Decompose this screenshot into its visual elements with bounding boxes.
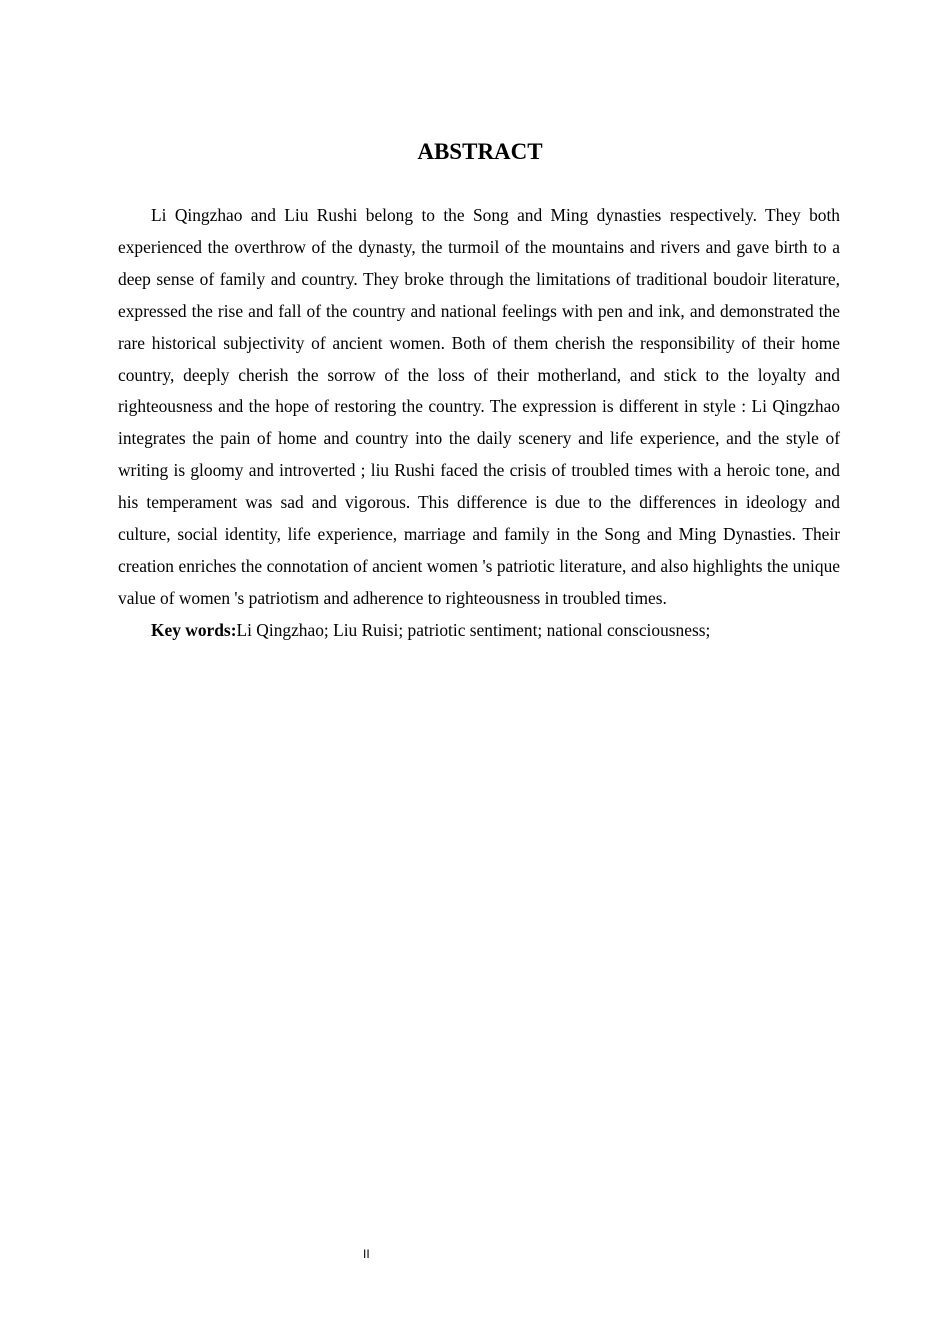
keywords-line — [118, 615, 840, 647]
abstract-paragraph: Li Qingzhao and Liu Rushi belong to the Song and Ming dynasties respectively. They both experienced the overthrow of the dynasty, the turmoil of the mountains and rivers and gave birth to a deep sense of family and country. They broke through the limitations of traditional boudoir literature, expressed the rise and fall of the country and national feelings with pen and ink, and demonstrated the rare historical subjectivity of ancient women. Both of them cherish the responsibility of their home country, deeply cherish the sorrow of the loss of their motherland, and stick to the loyalty and righteousness and the hope of restoring the country. The expression is different in style : Li Qingzhao integrates the pain of home and country into the daily scenery and life experience, and the style of writing is gloomy and introverted ; liu Rushi faced the crisis of troubled times with a heroic tone, and his temperament was sad and vigorous. This difference is due to the differences in ideology and culture, social identity, life experience, marriage and family in the Song and Ming Dynasties. Their creation enriches the connotation of ancient women 's patriotic literature, and also highlights the unique value of women 's patriotism and adherence to righteousness in troubled times. — [118, 205, 840, 608]
abstract-title: ABSTRACT — [417, 139, 543, 164]
page-number: II — [363, 1247, 370, 1261]
abstract-body — [118, 200, 840, 647]
keywords-text: Li Qingzhao; Liu Ruisi; patriotic sentiment; national consciousness; — [236, 619, 711, 640]
keywords-label: Key words: — [151, 619, 237, 640]
